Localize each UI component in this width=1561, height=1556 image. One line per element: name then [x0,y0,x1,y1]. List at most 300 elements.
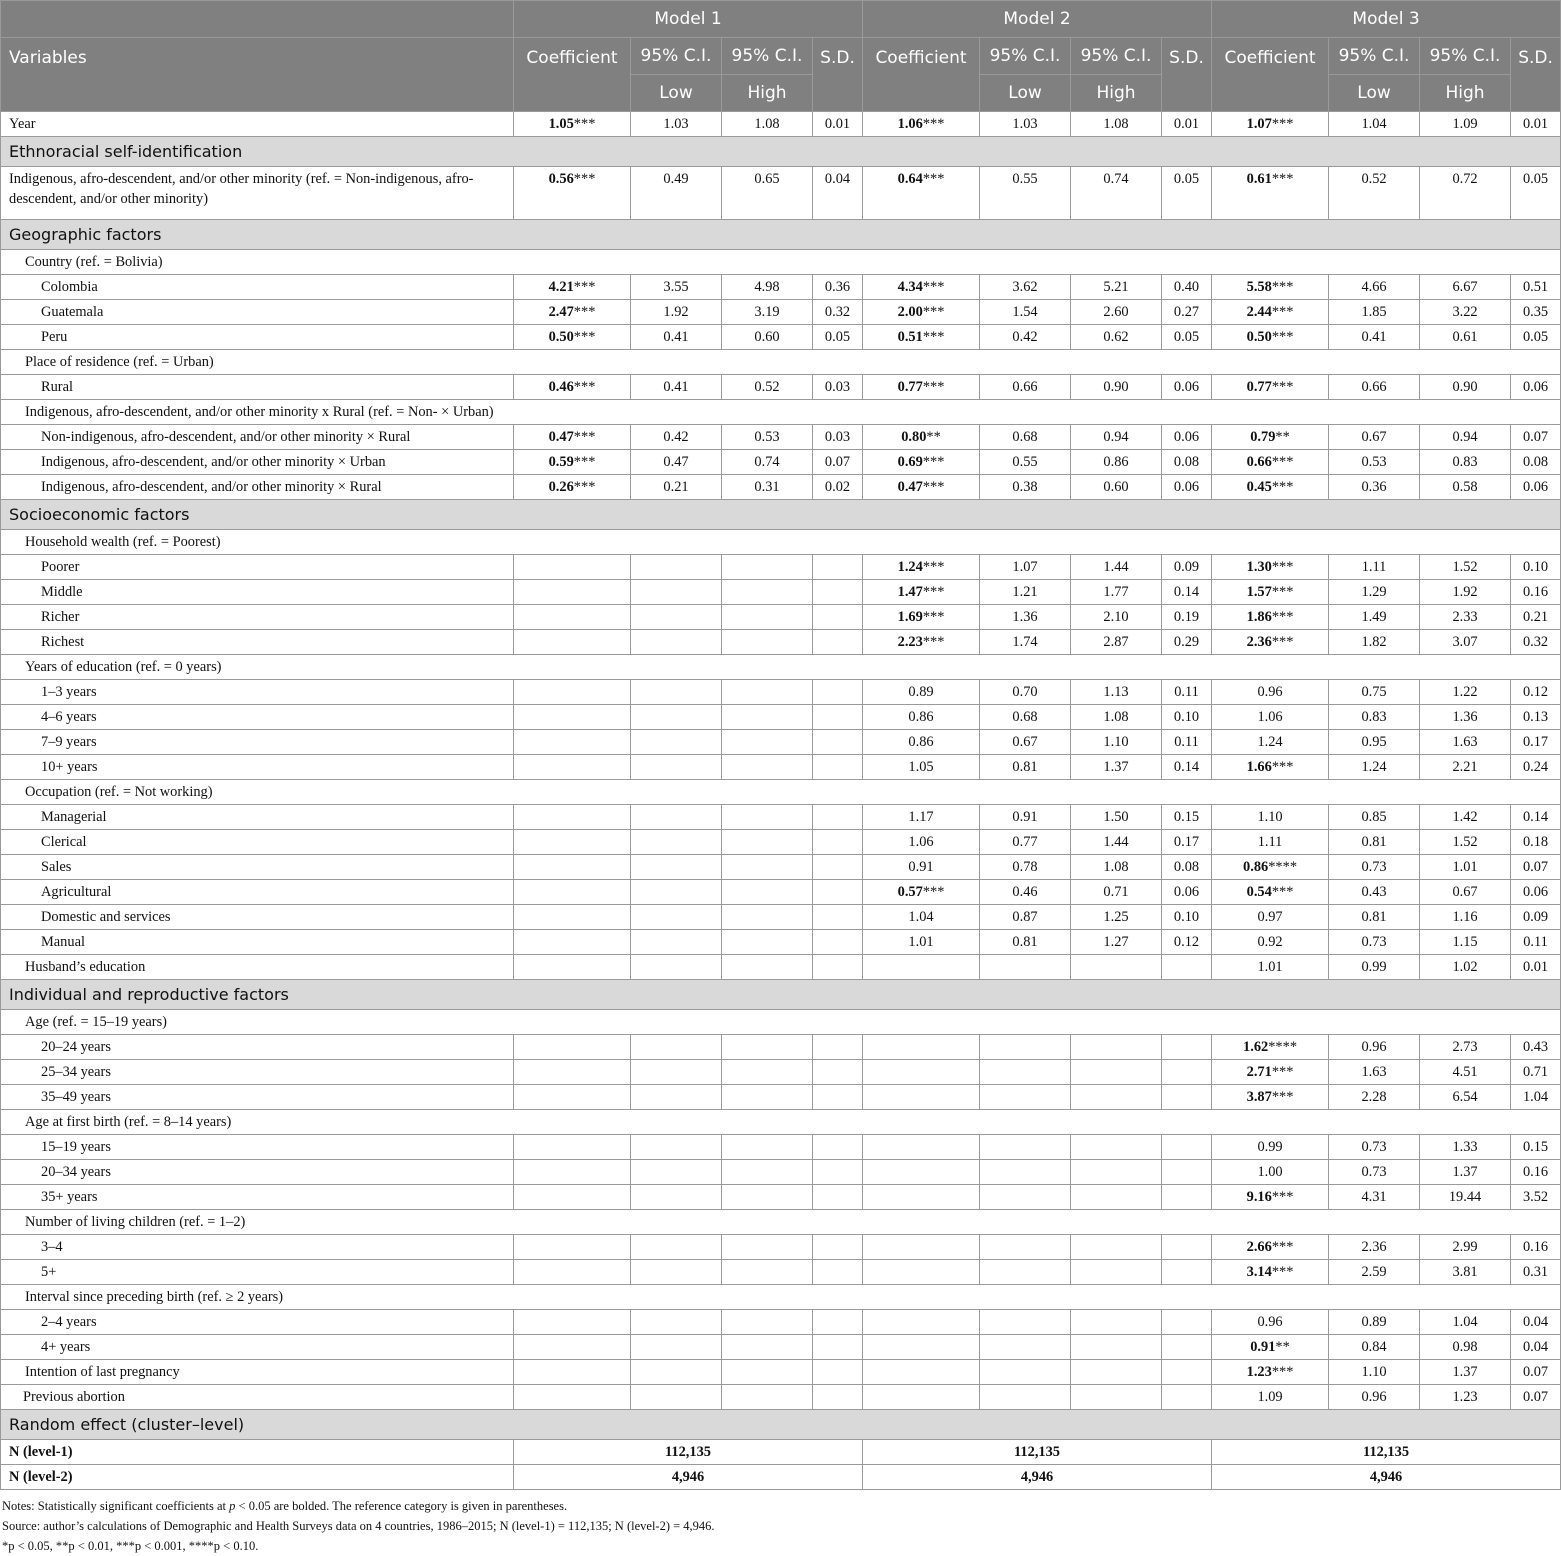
coefficient-value: 1.11 [1257,834,1283,850]
model-2-ci-low-cell [980,1235,1071,1260]
model-2-sd-cell: 0.19 [1162,605,1212,630]
model-2-coef-cell [863,1335,980,1360]
variable-label: Domestic and services [1,905,514,930]
table-row [1,855,1561,880]
table-row [1,605,1561,630]
model-2-sd-cell [1162,1185,1212,1210]
model-2-ci-low-cell: 0.68 [980,705,1071,730]
table-row [1,1060,1561,1085]
coefficient-value: 0.50 [1246,329,1272,345]
model-2-coef-cell [863,450,980,475]
model-3-sd-cell: 0.06 [1511,880,1561,905]
model-1-ci-high-cell: 0.31 [722,475,813,500]
variable-label: Rural [1,375,514,400]
model-3-coef-cell [1212,1035,1329,1060]
significance-stars: *** [1271,116,1294,132]
model-3-ci-low-cell: 2.28 [1329,1085,1420,1110]
model-2-sd-cell [1162,1160,1212,1185]
variable-label: 20–24 years [1,1035,514,1060]
section-label: Individual and reproductive factors [1,980,1561,1010]
model-2-ci-low-cell: 0.91 [980,805,1071,830]
coefficient-value: 0.56 [548,171,574,187]
variable-label: Year [1,112,514,137]
model-2-coef-cell [863,300,980,325]
model-2-coef-cell [863,755,980,780]
model-3-ci-high-cell: 4.51 [1420,1060,1511,1085]
model-1-sd-cell [813,1160,863,1185]
model-3-ci-low-cell: 0.83 [1329,705,1420,730]
model-3-ci-high-cell: 1.16 [1420,905,1511,930]
significance-stars: *** [1271,1089,1294,1105]
table-row [1,1260,1561,1285]
model-3-ci-high-cell: 0.72 [1420,167,1511,220]
model-1-coef-cell [514,425,631,450]
model-2-ci-high-cell [1071,1335,1162,1360]
model-3-ci-high-cell: 6.54 [1420,1085,1511,1110]
coefficient-value: 2.47 [548,304,574,320]
group-row [1,1010,1561,1035]
model-2-coef-cell [863,805,980,830]
model-2-sd-cell: 0.06 [1162,880,1212,905]
model-3-ci-low-cell: 0.66 [1329,375,1420,400]
table-row [1,325,1561,350]
model-3-ci-high-cell: 0.58 [1420,475,1511,500]
model-3-sd-cell: 0.31 [1511,1260,1561,1285]
group-row [1,530,1561,555]
model-2-ci-low-cell: 0.81 [980,930,1071,955]
coefficient-value: 0.47 [548,429,574,445]
model-2-coef-cell [863,1085,980,1110]
coefficient-value: 0.77 [897,379,923,395]
model-2-coef-cell [863,955,980,980]
model-1-ci-high-cell [722,905,813,930]
model-2-sd-cell [1162,1060,1212,1085]
table-row [1,805,1561,830]
significance-stars: *** [573,329,596,345]
model-1-ci-low-cell [631,580,722,605]
model-1-coef-cell [514,730,631,755]
table-row [1,905,1561,930]
model-2-ci-high-cell: 0.86 [1071,450,1162,475]
header-blank [1,1,514,38]
model-3-sd-cell: 0.07 [1511,425,1561,450]
coefficient-value: 1.62 [1243,1039,1269,1055]
model-2-ci-low-cell [980,1385,1071,1410]
model-2-ci-low-cell: 0.66 [980,375,1071,400]
group-label: Indigenous, afro-descendent, and/or other minority x Rural (ref. = Non- × Urban) [1,400,1561,425]
model-3-ci-high-cell: 0.90 [1420,375,1511,400]
model-2-ci-low-cell [980,1135,1071,1160]
table-row [1,1310,1561,1335]
coefficient-value: 2.23 [897,634,923,650]
model-1-coef-cell [514,325,631,350]
model-1-ci-low-cell [631,630,722,655]
model-1-sd-cell [813,1235,863,1260]
model-1-ci-low-cell [631,1260,722,1285]
model-1-ci-low-cell: 0.42 [631,425,722,450]
table-row [1,730,1561,755]
table-row [1,580,1561,605]
model-1-sd-cell [813,755,863,780]
model-3-sd-cell: 0.51 [1511,275,1561,300]
model-3-sd-cell: 0.24 [1511,755,1561,780]
model-2-sd-cell: 0.40 [1162,275,1212,300]
model-1-coef-cell [514,1360,631,1385]
model-3-coef-cell [1212,425,1329,450]
variable-label: 15–19 years [1,1135,514,1160]
model-2-ci-low-cell: 0.77 [980,830,1071,855]
model-1-sd-cell [813,805,863,830]
sd-header: S.D. [1511,38,1561,112]
model-3-coef-cell [1212,580,1329,605]
model-2-ci-high-cell [1071,1360,1162,1385]
variable-label: 10+ years [1,755,514,780]
variable-label: Indigenous, afro-descendent, and/or other minority (ref. = Non-indigenous, afro-descendent, and/or other minority) [1,167,514,220]
model-1-ci-low-cell: 1.03 [631,112,722,137]
model-1-sd-cell: 0.05 [813,325,863,350]
coefficient-value: 2.00 [897,304,923,320]
model-1-ci-high-cell [722,930,813,955]
model-3-sd-cell: 0.18 [1511,830,1561,855]
table-row [1,1360,1561,1385]
model-1-sd-cell [813,680,863,705]
model-3-ci-low-cell: 0.36 [1329,475,1420,500]
model-1-ci-high-cell: 0.60 [722,325,813,350]
model-2-sd-cell: 0.01 [1162,112,1212,137]
model-1-ci-low-cell [631,1385,722,1410]
section-row [1,980,1561,1010]
model-1-ci-low-cell: 0.21 [631,475,722,500]
significance-stars: *** [922,279,945,295]
ci-header: 95% C.I. [1329,38,1420,75]
coefficient-value: 1.09 [1257,1389,1283,1405]
model-3-ci-low-cell: 1.63 [1329,1060,1420,1085]
coefficient-value: 1.23 [1246,1364,1272,1380]
significance-stars: *** [1271,279,1294,295]
table-body [1,112,1561,1490]
significance-stars: *** [922,379,945,395]
model-1-ci-low-cell [631,855,722,880]
model-2-coef-cell [863,855,980,880]
model-2-ci-low-cell [980,1260,1071,1285]
model-2-ci-low-cell [980,1085,1071,1110]
model-2-ci-high-cell [1071,955,1162,980]
model-2-sd-cell [1162,1035,1212,1060]
model-3-coef-cell [1212,905,1329,930]
model-1-coef-cell [514,1335,631,1360]
model-2-coef-cell [863,630,980,655]
n-row [1,1440,1561,1465]
variable-label: Manual [1,930,514,955]
variable-label: Indigenous, afro-descendent, and/or other minority × Rural [1,475,514,500]
model-1-ci-high-cell [722,705,813,730]
variable-label: 35–49 years [1,1085,514,1110]
model-1-sd-cell [813,730,863,755]
model-3-ci-low-cell: 0.43 [1329,880,1420,905]
model-1-ci-high-cell [722,805,813,830]
model-1-sd-cell [813,630,863,655]
model-2-coef-cell [863,1260,980,1285]
model-2-coef-cell [863,1060,980,1085]
sd-header: S.D. [1162,38,1212,112]
coefficient-value: 0.96 [1257,684,1283,700]
coefficient-value: 0.77 [1246,379,1272,395]
model-1-ci-low-cell [631,830,722,855]
model-1-ci-high-cell [722,630,813,655]
model-3-ci-low-cell: 1.85 [1329,300,1420,325]
model-1-ci-low-cell [631,905,722,930]
model-3-ci-high-cell: 1.04 [1420,1310,1511,1335]
model-3-ci-low-cell: 0.85 [1329,805,1420,830]
variable-label: 2–4 years [1,1310,514,1335]
model-3-ci-low-cell: 1.04 [1329,112,1420,137]
model-1-ci-low-cell [631,805,722,830]
model-1-sd-cell [813,1385,863,1410]
n-label: N (level-2) [1,1465,514,1490]
model-1-coef-cell [514,855,631,880]
significance-stars: *** [573,479,596,495]
model-3-ci-high-cell: 1.52 [1420,555,1511,580]
coefficient-value: 0.54 [1246,884,1272,900]
model-3-ci-low-cell: 1.49 [1329,605,1420,630]
coefficient-value: 1.01 [1257,959,1283,975]
table-row [1,1235,1561,1260]
model-3-ci-high-cell: 1.15 [1420,930,1511,955]
model-2-sd-cell: 0.08 [1162,450,1212,475]
variable-label: Agricultural [1,880,514,905]
coefficient-value: 0.91 [1250,1339,1276,1355]
model-1-coef-cell [514,755,631,780]
model-1-coef-cell [514,475,631,500]
model-2-ci-high-cell [1071,1035,1162,1060]
model-3-ci-low-cell: 0.89 [1329,1310,1420,1335]
model-2-ci-high-cell: 1.77 [1071,580,1162,605]
coefficient-value: 0.26 [548,479,574,495]
model-2-sd-cell: 0.05 [1162,325,1212,350]
model-3-ci-high-cell: 1.37 [1420,1160,1511,1185]
ci-high-header: High [1420,75,1511,112]
variable-label: 25–34 years [1,1060,514,1085]
model-2-ci-low-cell: 1.74 [980,630,1071,655]
significance-stars: *** [573,429,596,445]
model-1-sd-cell: 0.32 [813,300,863,325]
coefficient-value: 0.69 [897,454,923,470]
model-1-sd-cell: 0.03 [813,375,863,400]
coefficient-value: 4.21 [548,279,574,295]
coefficient-value: 2.36 [1246,634,1272,650]
model-1-sd-cell: 0.04 [813,167,863,220]
model-1-coef-cell [514,167,631,220]
model-3-ci-low-cell: 1.10 [1329,1360,1420,1385]
model-3-coef-cell [1212,1260,1329,1285]
model-2-ci-high-cell: 0.74 [1071,167,1162,220]
model-3-ci-low-cell: 0.96 [1329,1035,1420,1060]
group-label: Interval since preceding birth (ref. ≥ 2 years) [1,1285,1561,1310]
group-label: Number of living children (ref. = 1–2) [1,1210,1561,1235]
model-3-ci-high-cell: 6.67 [1420,275,1511,300]
model-1-sd-cell: 0.02 [813,475,863,500]
model-3-coef-cell [1212,1060,1329,1085]
section-label: Geographic factors [1,220,1561,250]
model-2-ci-low-cell: 0.55 [980,450,1071,475]
variable-label: Peru [1,325,514,350]
model-2-ci-high-cell: 1.13 [1071,680,1162,705]
significance-stars: *** [922,609,945,625]
coefficient-value: 1.06 [908,834,934,850]
model-1-ci-low-cell [631,1360,722,1385]
model-1-coef-cell [514,630,631,655]
coefficient-value: 5.58 [1246,279,1272,295]
model-2-sd-cell: 0.29 [1162,630,1212,655]
coefficient-value: 1.07 [1246,116,1272,132]
table-row [1,1185,1561,1210]
model-3-ci-high-cell: 2.99 [1420,1235,1511,1260]
model-3-coef-cell [1212,605,1329,630]
model-3-sd-cell: 0.07 [1511,855,1561,880]
coefficient-value: 0.89 [908,684,934,700]
variable-label: 4–6 years [1,705,514,730]
model-2-ci-low-cell: 1.21 [980,580,1071,605]
model-1-sd-cell [813,830,863,855]
model-1-sd-cell: 0.03 [813,425,863,450]
ci-header: 95% C.I. [980,38,1071,75]
model-3-sd-cell: 0.08 [1511,450,1561,475]
n-row [1,1465,1561,1490]
model-3-sd-cell: 1.04 [1511,1085,1561,1110]
table-row [1,1035,1561,1060]
group-row [1,250,1561,275]
model-3-sd-cell: 0.16 [1511,1235,1561,1260]
model-2-ci-low-cell [980,1310,1071,1335]
model-2-ci-low-cell [980,955,1071,980]
table-row [1,1385,1561,1410]
n-value-model-1: 112,135 [514,1440,863,1465]
model-2-coef-cell [863,580,980,605]
model-1-ci-low-cell [631,1310,722,1335]
model-3-coef-cell [1212,730,1329,755]
model-3-ci-low-cell: 0.96 [1329,1385,1420,1410]
model-1-ci-high-cell [722,580,813,605]
model-3-sd-cell: 0.43 [1511,1035,1561,1060]
group-label: Years of education (ref. = 0 years) [1,655,1561,680]
significance-stars: *** [1271,329,1294,345]
model-3-ci-high-cell: 1.92 [1420,580,1511,605]
group-row [1,1210,1561,1235]
coefficient-value: 1.10 [1257,809,1283,825]
model-2-sd-cell [1162,1360,1212,1385]
model-3-coef-cell [1212,955,1329,980]
variable-label: 1–3 years [1,680,514,705]
model-1-sd-cell [813,855,863,880]
model-1-ci-low-cell [631,1135,722,1160]
table-notes [0,1496,1561,1556]
section-row [1,137,1561,167]
model-3-ci-low-cell: 0.81 [1329,830,1420,855]
table-row [1,680,1561,705]
significance-stars: *** [1271,1364,1294,1380]
coefficient-value: 4.34 [897,279,923,295]
model-3-ci-high-cell: 1.37 [1420,1360,1511,1385]
model-3-sd-cell: 0.71 [1511,1060,1561,1085]
table-row [1,1085,1561,1110]
model-3-coef-cell [1212,630,1329,655]
model-3-ci-low-cell: 2.59 [1329,1260,1420,1285]
model-3-coef-cell [1212,300,1329,325]
group-row [1,1110,1561,1135]
coefficient-value: 1.01 [908,934,934,950]
model-1-ci-high-cell: 4.98 [722,275,813,300]
model-2-ci-low-cell [980,1335,1071,1360]
group-row [1,655,1561,680]
model-2-ci-high-cell: 1.08 [1071,112,1162,137]
model-3-coef-cell [1212,450,1329,475]
model-3-ci-high-cell: 19.44 [1420,1185,1511,1210]
model-3-ci-low-cell: 0.73 [1329,930,1420,955]
model-3-coef-cell [1212,1385,1329,1410]
variable-label: 3–4 [1,1235,514,1260]
model-1-sd-cell [813,1085,863,1110]
ci-header: 95% C.I. [1420,38,1511,75]
section-label: Ethnoracial self-identification [1,137,1561,167]
model-3-coef-cell [1212,167,1329,220]
model-3-sd-cell: 0.16 [1511,580,1561,605]
significance-stars: *** [1271,454,1294,470]
variable-label: 5+ [1,1260,514,1285]
model-3-ci-high-cell: 2.73 [1420,1035,1511,1060]
model-2-ci-low-cell: 0.87 [980,905,1071,930]
model-2-sd-cell [1162,1310,1212,1335]
significance-stars: *** [1271,759,1294,775]
ci-header: 95% C.I. [631,38,722,75]
model-1-ci-high-cell [722,755,813,780]
model-1-ci-high-cell [722,955,813,980]
model-3-coef-cell [1212,705,1329,730]
coefficient-value: 0.57 [897,884,923,900]
n-value-model-2: 112,135 [863,1440,1212,1465]
model-3-sd-cell: 0.16 [1511,1160,1561,1185]
model-1-sd-cell [813,1260,863,1285]
model-3-ci-low-cell: 1.29 [1329,580,1420,605]
model-3-coef-cell [1212,1235,1329,1260]
model-3-ci-high-cell: 0.98 [1420,1335,1511,1360]
model-2-coef-cell [863,1185,980,1210]
model-1-ci-high-cell [722,1085,813,1110]
model-2-sd-cell: 0.11 [1162,730,1212,755]
model-2-ci-low-cell: 0.42 [980,325,1071,350]
model-2-ci-high-cell [1071,1060,1162,1085]
model-1-ci-low-cell: 0.41 [631,325,722,350]
table-row [1,112,1561,137]
model-3-ci-low-cell: 0.41 [1329,325,1420,350]
variables-header: Variables [1,38,514,112]
table-row [1,880,1561,905]
model-1-sd-cell [813,1135,863,1160]
model-1-ci-high-cell [722,1260,813,1285]
coefficient-value: 1.06 [897,116,923,132]
model-2-ci-high-cell: 1.08 [1071,705,1162,730]
model-1-coef-cell [514,705,631,730]
model-1-ci-low-cell [631,705,722,730]
significance-stars: *** [573,171,596,187]
variable-label: Intention of last pregnancy [1,1360,514,1385]
model-3-ci-low-cell: 1.82 [1329,630,1420,655]
significance-stars: **** [1268,1039,1298,1055]
model-3-sd-cell: 0.32 [1511,630,1561,655]
note-pvalues: *p < 0.05, **p < 0.01, ***p < 0.001, ****p < 0.10. [2,1539,259,1553]
coefficient-value: 0.80 [901,429,927,445]
model-2-sd-cell [1162,1085,1212,1110]
model-3-coef-cell [1212,930,1329,955]
